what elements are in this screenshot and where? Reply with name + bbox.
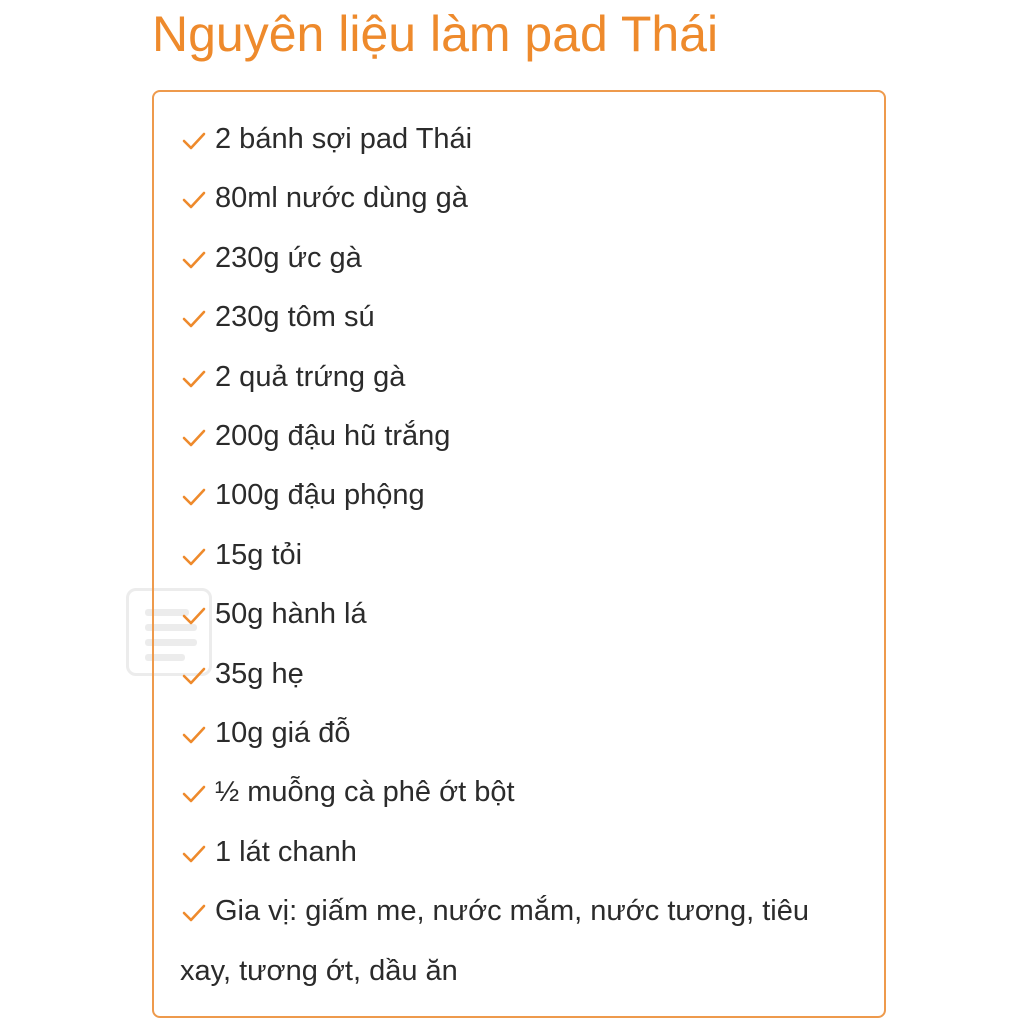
ingredient-item <box>180 763 850 822</box>
ingredient-text: Gia vị: giấm me, nước mắm, nước tương, tiêu xay, tương ớt, dầu ăn <box>180 895 809 987</box>
ingredient-item <box>180 645 850 704</box>
ingredient-item <box>180 585 850 644</box>
ingredient-text: 230g tôm sú <box>215 301 375 334</box>
check-icon <box>182 726 206 744</box>
ingredient-item <box>180 466 850 525</box>
ingredient-item <box>180 288 850 347</box>
check-icon <box>182 251 206 269</box>
check-icon <box>182 607 206 625</box>
check-icon <box>182 904 206 922</box>
ingredient-text: 50g hành lá <box>215 598 367 631</box>
check-icon <box>182 845 206 863</box>
ingredient-item <box>180 407 850 466</box>
ingredient-item <box>180 110 850 169</box>
check-icon <box>182 429 206 447</box>
ingredients-box <box>152 90 886 1018</box>
ingredient-item <box>180 526 850 585</box>
ingredient-item <box>180 882 850 1001</box>
ingredient-list <box>180 110 850 1001</box>
check-icon <box>182 548 206 566</box>
ingredient-text: 1 lát chanh <box>215 835 357 868</box>
ingredient-text: 2 quả trứng gà <box>215 360 406 393</box>
ingredient-item <box>180 704 850 763</box>
ingredient-text: 15g tỏi <box>215 538 303 571</box>
ingredient-text: 35g hẹ <box>215 657 304 690</box>
check-icon <box>182 488 206 506</box>
ingredient-text: 2 bánh sợi pad Thái <box>215 123 473 155</box>
check-icon <box>182 370 206 388</box>
ingredient-item <box>180 823 850 882</box>
ingredient-text: ½ muỗng cà phê ớt bột <box>215 776 515 809</box>
check-icon <box>182 191 206 209</box>
ingredient-text: 200g đậu hũ trắng <box>215 420 451 453</box>
ingredient-text: 80ml nước dùng gà <box>215 182 468 215</box>
ingredient-item <box>180 229 850 288</box>
check-icon <box>182 132 206 150</box>
ingredient-item <box>180 169 850 228</box>
ingredient-text: 100g đậu phộng <box>215 479 425 512</box>
page-title: Nguyên liệu làm pad Thái <box>152 6 719 62</box>
check-icon <box>182 785 206 803</box>
ingredient-text: 10g giá đỗ <box>215 717 351 750</box>
ingredient-item <box>180 348 850 407</box>
check-icon <box>182 667 206 685</box>
check-icon <box>182 310 206 328</box>
ingredient-text: 230g ức gà <box>215 241 362 274</box>
